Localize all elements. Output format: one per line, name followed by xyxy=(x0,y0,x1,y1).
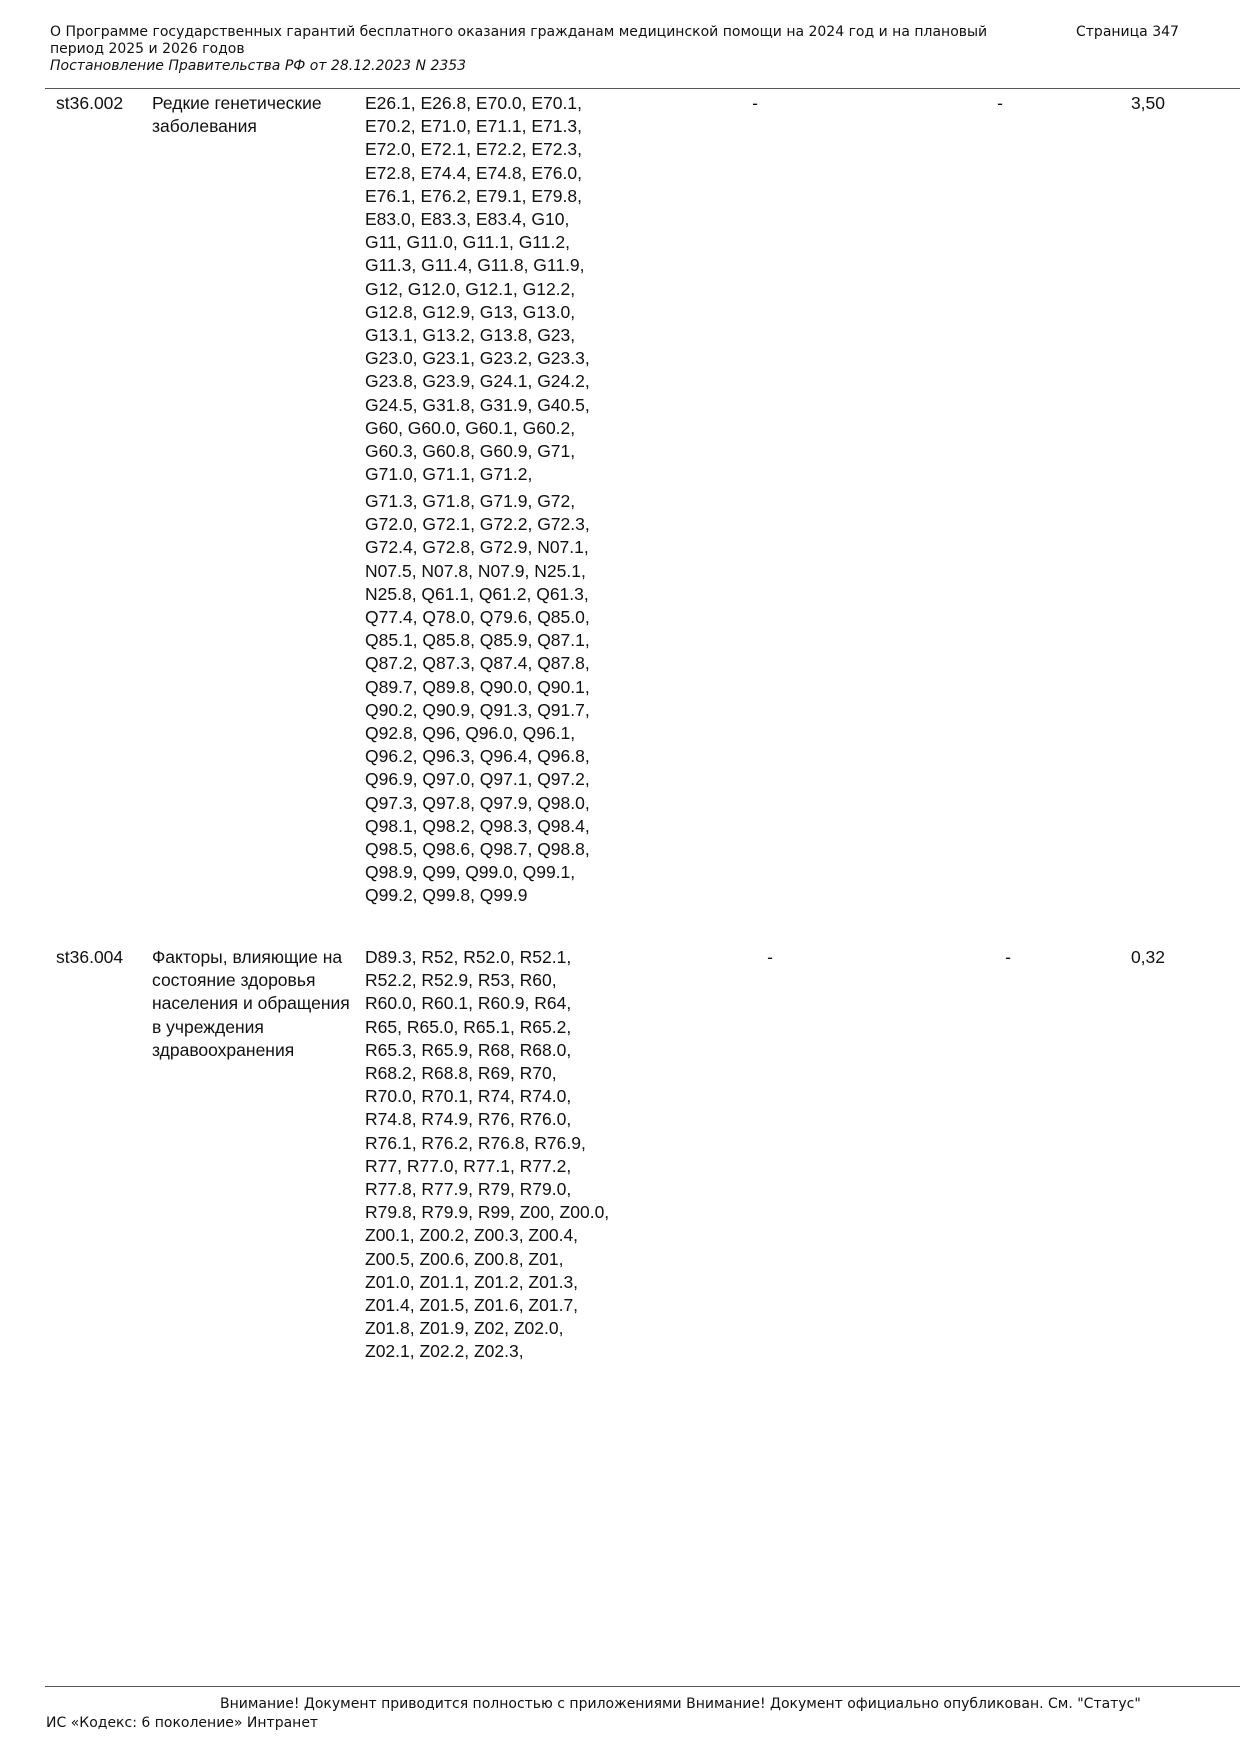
row-diagnosis-codes-continued: G71.3, G71.8, G71.9, G72, G72.0, G72.1, G72.2, G72.3, G72.4, G72.8, G72.9, N07.1, N07.5, N07.8, N07.9, N25.1, N25.8, Q61.1, Q61.2, Q61.3, Q77.4, Q78.0, Q79.6, Q85.0, Q85.1, Q85.8, Q85.9, Q87.1, Q87.2, Q87.3, Q87.4, Q87.8, Q89.7, Q89.8, Q90.0, Q90.1, Q90.2, Q90.9, Q91.3, Q91.7, Q92.8, Q96, Q96.0, Q96.1, Q96.2, Q96.3, Q96.4, Q96.8, Q96.9, Q97.0, Q97.1, Q97.2, Q97.3, Q97.8, Q97.9, Q98.0, Q98.1, Q98.2, Q98.3, Q98.4, Q98.5, Q98.6, Q98.7, Q98.8, Q98.9, Q99, Q99.0, Q99.1, Q99.2, Q99.8, Q99.9 xyxy=(365,491,590,906)
row-diagnosis-codes: E26.1, E26.8, E70.0, E70.1, E70.2, E71.0, E71.1, E71.3, E72.0, E72.1, E72.2, E72.3, E72.8, E74.4, E74.8, E76.0, E76.1, E76.2, E79.1, E79.8, E83.0, E83.3, E83.4, G10, G11, G11.0, G11.1, G11.2, G11.3, G11.4, G11.8, G11.9, G12, G12.0, G12.1, G12.2, G12.8, G12.9, G13, G13.0, G13.1, G13.2, G13.8, G23, G23.0, G23.1, G23.2, G23.3, G23.8, G23.9, G24.1, G24.2, G24.5, G31.8, G31.9, G40.5, G60, G60.0, G60.1, G60.2, G60.3, G60.8, G60.9, G71, G71.0, G71.1, G71.2, xyxy=(365,93,590,485)
row-name: Редкие генетические заболевания xyxy=(152,93,322,137)
document-header xyxy=(50,24,1050,75)
row-coefficient: 0,32 xyxy=(1130,947,1165,967)
footer-divider xyxy=(45,1686,1240,1687)
row-dash-2: - xyxy=(997,93,1003,113)
page-number: Страница 347 xyxy=(1076,24,1179,40)
row-name: Факторы, влияющие на состояние здоровья населения и обращения в учреждения здравоохранения xyxy=(152,947,350,1060)
row-coefficient: 3,50 xyxy=(1130,93,1165,113)
row-diagnosis-codes: D89.3, R52, R52.0, R52.1, R52.2, R52.9, R53, R60, R60.0, R60.1, R60.9, R64, R65, R65.0, R65.1, R65.2, R65.3, R65.9, R68, R68.0, R68.2, R68.8, R69, R70, R70.0, R70.1, R74, R74.0, R74.8, R74.9, R76, R76.0, R76.1, R76.2, R76.8, R76.9, R77, R77.0, R77.1, R77.2, R77.8, R77.9, R79, R79.0, R79.8, R79.9, R99, Z00, Z00.0, Z00.1, Z00.2, Z00.3, Z00.4, Z00.5, Z00.6, Z00.8, Z01, Z01.0, Z01.1, Z01.2, Z01.3, Z01.4, Z01.5, Z01.6, Z01.7, Z01.8, Z01.9, Z02, Z02.0, Z02.1, Z02.2, Z02.3, xyxy=(365,947,610,1362)
footer-system: ИС «Кодекс: 6 поколение» Интранет xyxy=(46,1715,319,1731)
row-code: st36.004 xyxy=(56,947,124,967)
document-title: О Программе государственных гарантий бесплатного оказания гражданам медицинской помощи на 2024 год и на плановый период 2025 и 2026 годов xyxy=(50,24,988,57)
header-divider xyxy=(45,88,1240,89)
row-code: st36.002 xyxy=(56,93,124,113)
row-dash-2: - xyxy=(1005,947,1011,967)
row-dash-1: - xyxy=(752,93,758,113)
row-dash-1: - xyxy=(767,947,773,967)
footer-notice: Внимание! Документ приводится полностью с приложениями Внимание! Документ официально опубликован. См. "Статус" xyxy=(220,1696,1141,1712)
document-subtitle: Постановление Правительства РФ от 28.12.2023 N 2353 xyxy=(50,58,467,74)
